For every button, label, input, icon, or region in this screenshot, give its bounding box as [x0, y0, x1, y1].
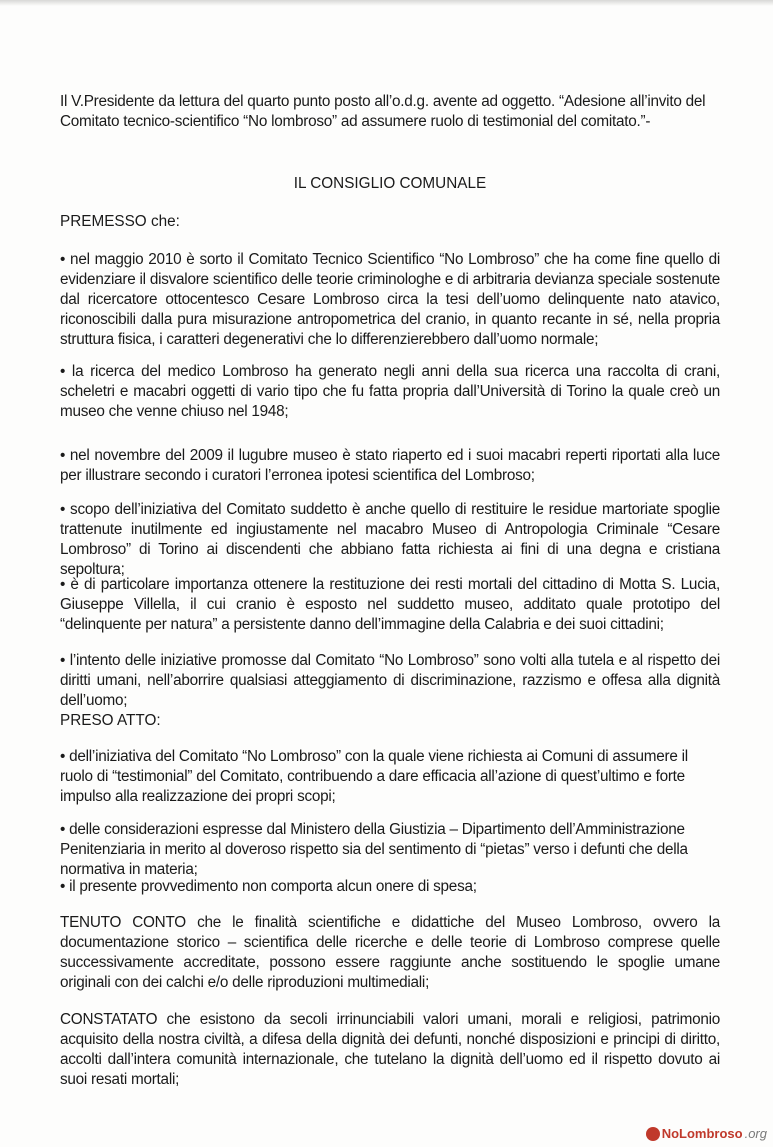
premesso-item: • la ricerca del medico Lombroso ha generato negli anni della sua ricerca una raccolta di crani, scheletri e macabri oggetti di vario tipo che fu fatta propria dall’Università di Torino la quale creò un museo che venne chiuso nel 1948;: [60, 363, 720, 420]
watermark-tld: .org: [744, 1126, 767, 1141]
preso-item: • dell’iniziativa del Comitato “No Lombroso” con la quale viene richiesta ai Comuni di assumere il ruolo di “testimonial” del Comitato, contribuendo a dare efficacia all’azione di quest’ultimo e forte impulso alla realizzazione dei propri scopi;: [60, 748, 688, 805]
intro-paragraph: Il V.Presidente da lettura del quarto punto posto all’o.d.g. avente ad oggetto. “Adesione all’invito del Comitato tecnico-scientifico “No lombroso” ad assumere ruolo di testimonial del comitato.”-: [60, 93, 706, 130]
watermark-brand: NoLombroso: [661, 1126, 743, 1141]
premesso-heading: PREMESSO che:: [60, 213, 180, 230]
premesso-item: • l’intento delle iniziative promosse dal Comitato “No Lombroso” sono volti alla tutela e al rispetto dei diritti umani, nell’aborrire qualsiasi atteggiamento di discriminazione, razzismo e offesa alla dignità dell’uomo;: [60, 652, 720, 709]
premesso-item: • è di particolare importanza ottenere la restituzione dei resti mortali del cittadino di Motta S. Lucia, Giuseppe Villella, il cui cranio è esposto nel suddetto museo, additato quale prototipo del “delinquente per natura” a persistente danno dell’immagine della Calabria e dei suoi cittadini;: [60, 576, 720, 633]
premesso-item: • scopo dell’iniziativa del Comitato suddetto è anche quello di restituire le residue martoriate spoglie trattenute inutilmente ed ingiustamente nel macabro Museo di Antropologia Criminale “Cesare Lombroso” di Torino ai discendenti che abbiano fatta richiesta ai fini di una degna e cristiana sepoltura;: [60, 501, 720, 578]
preso-heading: PRESO ATTO:: [60, 712, 161, 729]
scan-edge: [0, 0, 773, 6]
tenuto-conto-paragraph: TENUTO CONTO che le finalità scientifiche e didattiche del Museo Lombroso, ovvero la documentazione storico – scientifica delle ricerche e delle teorie di Lombroso comprese quelle successivamente accreditate, possono essere raggiunte anche sostituendo le spoglie umane originali con dei calchi e/o delle riproduzioni multimediali;: [60, 914, 720, 991]
nolombroso-watermark: [646, 1126, 767, 1141]
nolombroso-logo-icon: [646, 1127, 660, 1141]
constatato-paragraph: CONSTATATO che esistono da secoli irrinunciabili valori umani, morali e religiosi, patrimonio acquisito della nostra civiltà, a difesa della dignità dei defunti, nonché disposizioni e principi di diritto, accolti dall’intera comunità internazionale, che tutelano la dignità dell’uomo ed il rispetto dovuto ai suoi resati mortali;: [60, 1011, 720, 1088]
page-title: IL CONSIGLIO COMUNALE: [293, 175, 487, 192]
preso-item: • il presente provvedimento non comporta alcun onere di spesa;: [60, 878, 477, 895]
premesso-item: • nel maggio 2010 è sorto il Comitato Tecnico Scientifico “No Lombroso” che ha come fine quello di evidenziare il disvalore scientifico delle teorie criminologhe e di arbitraria devianza speciale sostenute dal ricercatore ottocentesco Cesare Lombroso circa la tesi dell’uomo delinquente nato atavico, riconoscibili dalla pura misurazione antropometrica del cranio, in quanto recante in sé, nella propria struttura fisica, i caratteri degenerativi che lo differenzierebbero dall’uomo normale;: [60, 251, 720, 348]
preso-item: • delle considerazioni espresse dal Ministero della Giustizia – Dipartimento dell’Amministrazione Penitenziaria in merito al doveroso rispetto sia del sentimento di “pietas” verso i defunti che della normativa in materia;: [60, 821, 688, 878]
premesso-item: • nel novembre del 2009 il lugubre museo è stato riaperto ed i suoi macabri reperti riportati alla luce per illustrare secondo i curatori l’erronea ipotesi scientifica del Lombroso;: [60, 447, 720, 484]
